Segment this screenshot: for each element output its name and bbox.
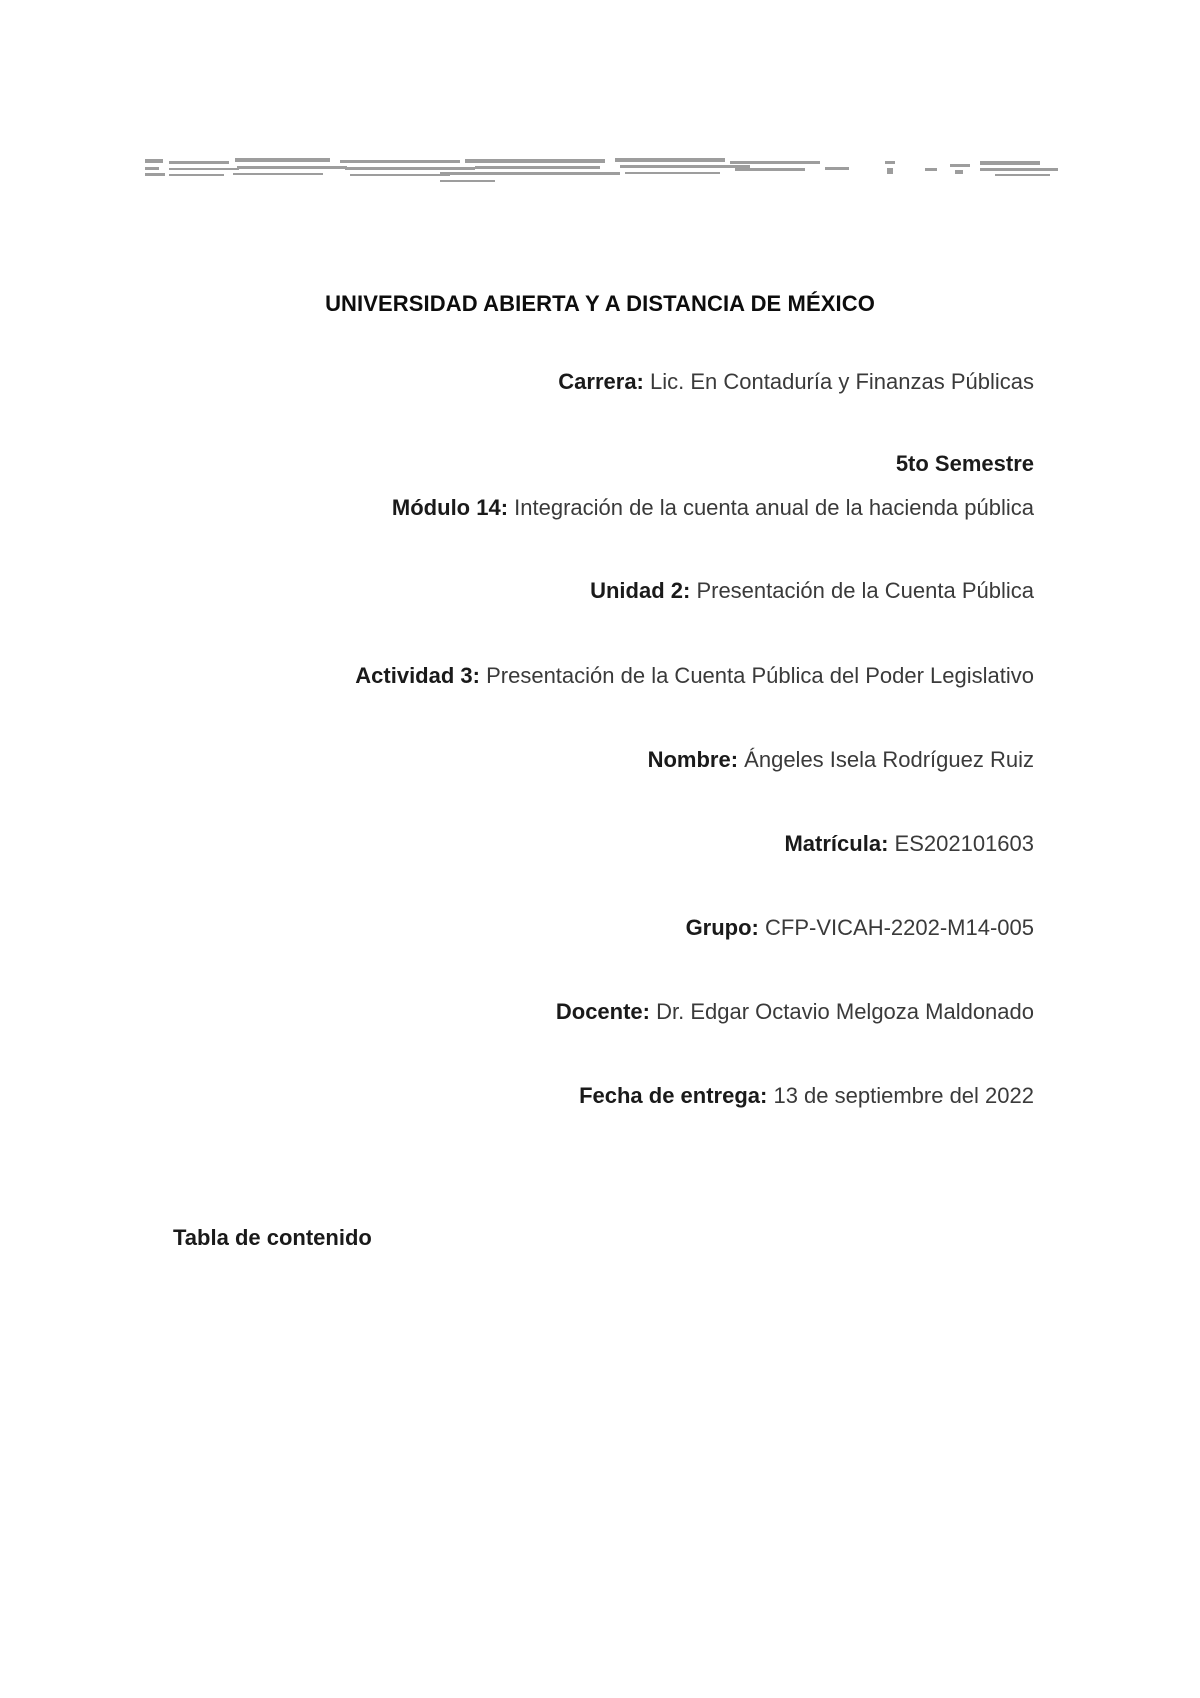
fecha-field <box>579 1083 1034 1109</box>
nombre-label: Nombre: <box>647 747 739 772</box>
unidad-field <box>590 578 1034 604</box>
grupo-value: CFP-VICAH-2202-M14-005 <box>765 915 1034 940</box>
docente-field <box>556 999 1034 1025</box>
docente-label: Docente: <box>555 999 650 1024</box>
matricula-label: Matrícula: <box>784 831 889 856</box>
actividad-label: Actividad 3: <box>355 663 480 688</box>
fecha-label: Fecha de entrega: <box>579 1083 768 1108</box>
matricula-value: ES202101603 <box>894 831 1034 856</box>
grupo-field <box>686 915 1034 941</box>
docente-value: Dr. Edgar Octavio Melgoza Maldonado <box>656 999 1034 1024</box>
modulo-field <box>392 495 1034 521</box>
grupo-label: Grupo: <box>685 915 759 940</box>
actividad-value: Presentación de la Cuenta Pública del Poder Legislativo <box>486 663 1034 688</box>
matricula-field <box>784 831 1034 857</box>
semester-label: 5to Semestre <box>895 451 1034 476</box>
university-title: UNIVERSIDAD ABIERTA Y A DISTANCIA DE MÉXICO <box>325 291 875 316</box>
modulo-value: Integración de la cuenta anual de la hacienda pública <box>514 495 1034 520</box>
carrera-label: Carrera: <box>558 369 644 394</box>
nombre-value: Ángeles Isela Rodríguez Ruiz <box>744 747 1034 772</box>
toc-heading: Tabla de contenido <box>173 1225 372 1250</box>
unidad-value: Presentación de la Cuenta Pública <box>696 578 1034 603</box>
actividad-field <box>355 663 1034 689</box>
unidad-label: Unidad 2: <box>590 578 691 603</box>
nombre-field <box>648 747 1034 773</box>
fecha-value: 13 de septiembre del 2022 <box>773 1083 1034 1108</box>
carrera-field <box>558 369 1034 395</box>
institution-logo-strip <box>145 153 1060 187</box>
carrera-value: Lic. En Contaduría y Finanzas Públicas <box>650 369 1034 394</box>
modulo-label: Módulo 14: <box>391 495 509 520</box>
